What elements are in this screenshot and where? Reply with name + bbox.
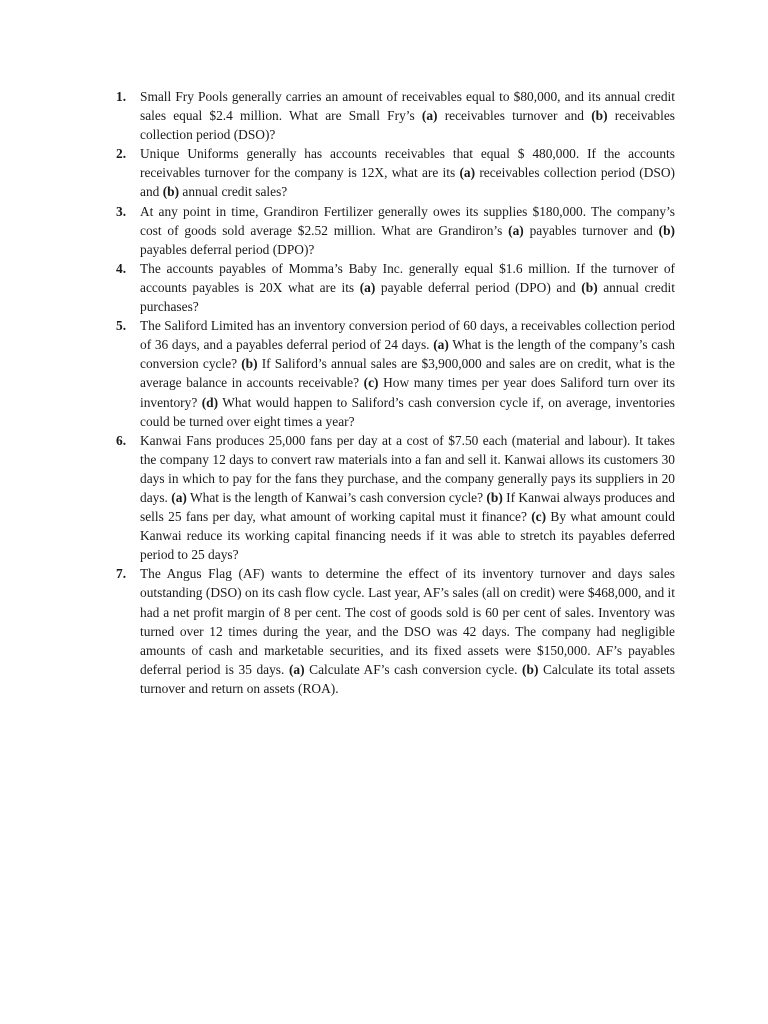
question-text-segment: receivables collection period (DSO) and <box>140 165 676 200</box>
question-item <box>112 259 675 316</box>
sub-question-label: (a) <box>508 222 524 238</box>
sub-question-label: (b) <box>522 661 539 677</box>
question-item <box>112 144 675 201</box>
sub-question-label: (a) <box>288 661 305 677</box>
question-number: 5. <box>116 318 127 334</box>
question-number: 3. <box>116 203 127 219</box>
question-text <box>140 431 675 565</box>
question-text-segment: Unique Uniforms generally has accounts receivables that equal $ 480,000. If the accounts receivables turnover for the company is 12X, what are its <box>140 146 675 181</box>
question-item <box>112 564 675 698</box>
question-text-segment: By what amount could Kanwai reduce its working capital financing needs if it was able to stretch its payables deferred period to 25 days? <box>140 509 675 563</box>
question-text <box>140 202 675 259</box>
question-item <box>112 431 675 565</box>
sub-question-label: (a) <box>359 279 376 295</box>
question-text-segment: annual credit purchases? <box>140 279 675 315</box>
question-number: 4. <box>116 260 127 276</box>
sub-question-label: (a) <box>421 108 438 124</box>
question-text-segment: The Saliford Limited has an inventory conversion period of 60 days, a receivables collection period of 36 days, and a payables deferral period of 24 days. <box>140 318 675 353</box>
sub-question-label: (a) <box>433 337 449 353</box>
sub-question-label: (b) <box>581 279 598 295</box>
question-item <box>112 87 675 144</box>
question-text-segment: payables turnover and <box>523 222 659 238</box>
question-text-segment: How many times per year does Saliford turn over its inventory? <box>140 375 675 410</box>
question-text-segment: At any point in time, Grandiron Fertilizer generally owes its supplies $180,000. The company’s cost of goods sold average $2.52 million. What are Grandiron’s <box>140 203 675 238</box>
question-text-segment: What is the length of the company’s cash conversion cycle? <box>140 337 675 372</box>
question-text-segment: The Angus Flag (AF) wants to determine the effect of its inventory turnover and days sales outstanding (DSO) on its cash flow cycle. Last year, AF’s sales (all on credit) were $468,000, and it had a net profit margin of 8 per cent. The cost of goods sold is 60 per cent of sales. Inventory was turned over 12 times during the year, and the DSO was 42 days. The company had negligible amounts of cash and marketable securities, and its fixed assets were $150,000. AF’s payables deferral period is 35 days. <box>140 566 675 677</box>
question-number: 7. <box>116 566 127 582</box>
question-text <box>140 87 675 144</box>
sub-question-label: (b) <box>658 222 676 238</box>
question-list <box>112 87 675 698</box>
question-text-segment: If Saliford’s annual sales are $3,900,000 and sales are on credit, what is the average balance in accounts receivable? <box>140 356 676 391</box>
question-text <box>140 144 675 201</box>
question-text-segment: receivables collection period (DSO)? <box>140 108 675 143</box>
sub-question-label: (a) <box>171 489 187 505</box>
question-number: 6. <box>116 432 127 448</box>
sub-question-label: (d) <box>201 394 219 410</box>
question-text-segment: The accounts payables of Momma’s Baby Inc. generally equal $1.6 million. If the turnover of accounts payables is 20X what are its <box>140 260 675 295</box>
sub-question-label: (b) <box>162 184 180 200</box>
question-text-segment: Calculate its total assets turnover and return on assets (ROA). <box>140 661 675 696</box>
question-text-segment: receivables turnover and <box>437 108 592 124</box>
sub-question-label: (b) <box>591 108 608 124</box>
sub-question-label: (c) <box>531 509 547 525</box>
question-text <box>140 316 675 431</box>
question-item <box>112 202 675 259</box>
sub-question-label: (b) <box>241 356 258 372</box>
question-text-segment: annual credit sales? <box>179 184 288 200</box>
question-text-segment: What would happen to Saliford’s cash conversion cycle if, on average, inventories could be turned over eight times a year? <box>140 394 675 429</box>
sub-question-label: (a) <box>459 165 476 181</box>
question-number: 2. <box>116 146 127 162</box>
question-text-segment: payables deferral period (DPO)? <box>140 241 315 257</box>
question-text-segment: Small Fry Pools generally carries an amount of receivables equal to $80,000, and its annual credit sales equal $2.4 million. What are Small Fry’s <box>140 89 675 124</box>
question-text-segment: Calculate AF’s cash conversion cycle. <box>304 661 523 677</box>
question-number: 1. <box>116 89 127 104</box>
question-text-segment: If Kanwai always produces and sells 25 fans per day, what amount of working capital must it finance? <box>140 489 675 525</box>
question-text-segment: Kanwai Fans produces 25,000 fans per day at a cost of $7.50 each (material and labour). It takes the company 12 days to convert raw materials into a fan and sell it. Kanwai allows its customers 30 days in which to pay for the fans they purchase, and the company generally pays its suppliers in 20 days. <box>140 432 675 505</box>
question-text-segment: What is the length of Kanwai’s cash conversion cycle? <box>186 489 487 505</box>
sub-question-label: (c) <box>363 375 379 391</box>
question-text <box>140 259 675 316</box>
sub-question-label: (b) <box>486 489 503 505</box>
question-text-segment: payable deferral period (DPO) and <box>375 279 582 295</box>
question-text <box>140 564 675 698</box>
question-item <box>112 316 675 431</box>
